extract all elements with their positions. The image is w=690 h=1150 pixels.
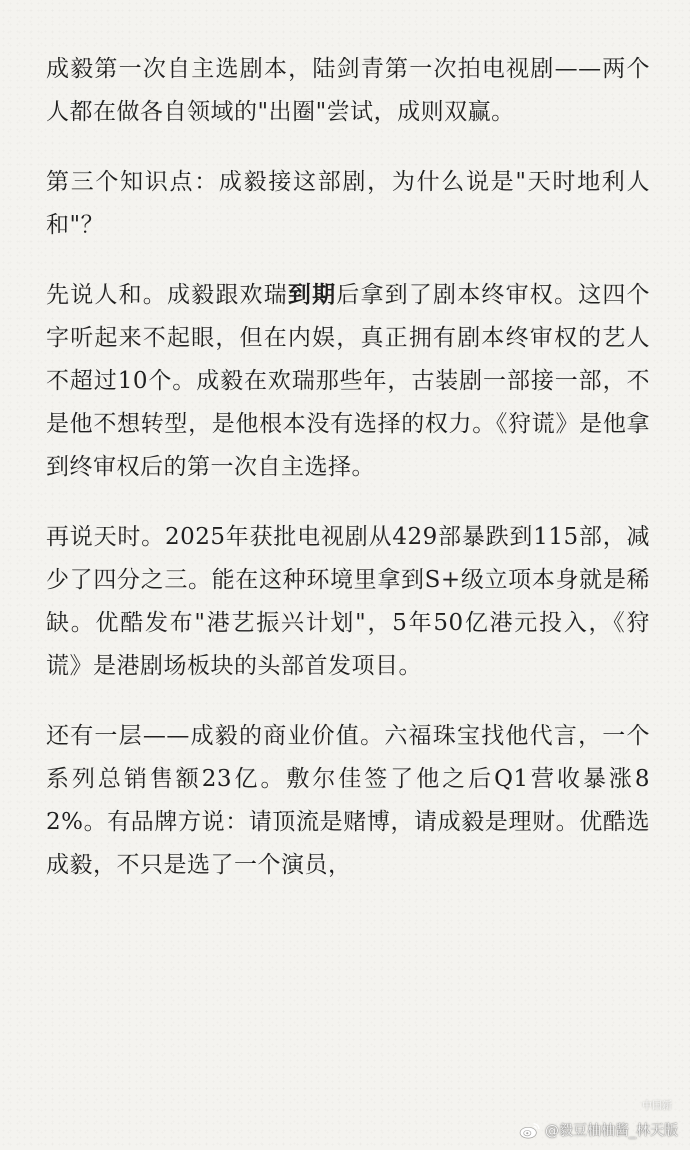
- paragraph-1: 成毅第一次自主选剧本，陆剑青第一次拍电视剧——两个人都在做各自领域的"出圈"尝试，成则双赢。: [46, 56, 650, 125]
- secondary-watermark: 中国新: [642, 1101, 672, 1112]
- article-body: [46, 48, 650, 914]
- paragraph-3: [46, 274, 650, 489]
- weibo-logo-icon: [519, 1121, 541, 1139]
- paragraph-5: 还有一层——成毅的商业价值。六福珠宝找他代言，一个系列总销售额23亿。敷尔佳签了他之后Q1营收暴涨82%。有品牌方说：请顶流是赌博，请成毅是理财。优酷选成毅，不只是选了一个演员，: [46, 723, 650, 878]
- paragraph-3-bold-text: 到期: [287, 282, 337, 308]
- watermark-text: @毅豆柚柚酱_林天版: [545, 1123, 678, 1139]
- paragraph-4: 再说天时。2025年获批电视剧从429部暴跌到115部，减少了四分之三。能在这种环境里拿到S+级立项本身就是稀缺。优酷发布"港艺振兴计划"，5年50亿港元投入，《狩谎》是港剧场板块的头部首发项目。: [46, 524, 650, 679]
- paragraph-3-text-end: 后拿到了剧本终审权。这四个字听起来不起眼，但在内娱，真正拥有剧本终审权的艺人不超过10个。成毅在欢瑞那些年，古装剧一部接一部，不是他不想转型，是他根本没有选择的权力。《狩谎》是他拿到终审权后的第一次自主选择。: [46, 282, 650, 480]
- paragraph-2: 第三个知识点：成毅接这部剧，为什么说是"天时地利人和"？: [46, 169, 650, 238]
- paragraph-3-text-start: 先说人和。成毅跟欢瑞: [46, 282, 288, 308]
- weibo-watermark: [519, 1120, 678, 1140]
